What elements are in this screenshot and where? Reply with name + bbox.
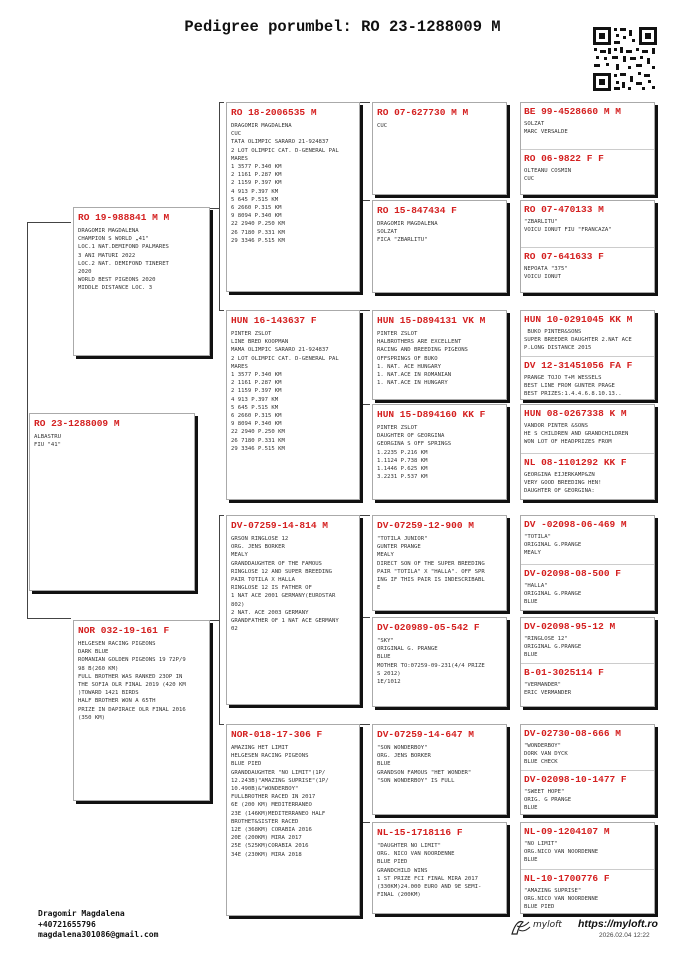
grandsire-maternal-card[interactable] (226, 515, 360, 705)
gen5-details: "WONDERBOY" DORK VAN DYCK BLUE CHECK (524, 743, 568, 766)
dam-ring: NOR 032-19-161 F (78, 625, 170, 636)
grandparent-details: AMAZING HET LIMIT HELGESEN RACING PIGEONS BLUE PIED GRANDDAUGHTER "NO LIMIT"(1P/ 12.243B)"AMAZING SUPRISE"(1P/ 10.490B)&"WONDERBOY" FULLBROTHER RACED IN 2017 6E (200 KM) MEDITERRANEO 23E (146KM)MEDITERRANEO HALF BROTHET&SISTER RACED 12E (368KM) CORABIA 2016 20E (200KM) MIRA 2017 25E (525KM)CORABIA 2016 34E (230KM) MIRA 2018 (231, 745, 329, 858)
owner-email: magdalena301086@gmail.com (38, 930, 159, 939)
subject-card[interactable] (29, 413, 195, 591)
great-grandparent-card[interactable] (372, 102, 507, 195)
gen5-pair-card[interactable] (520, 822, 655, 914)
great-grandparent-ring: DV-07259-14-647 M (377, 729, 474, 740)
gen5-details: GEORGINA EIJERKAMP&ZN VERY GOOD BREEDING HEN! DAUGHTER OF GEORGINA: (524, 472, 602, 495)
gen5-details: BUKO PINTER&SONS SUPER BREEDER DAUGHTER 2.NAT ACE P.LONG DISTANCE 2015 (524, 329, 632, 352)
gen5-details: SOLZAT MARC VERSALDE (524, 121, 568, 136)
gen5-ring: DV-02098-10-1477 F (524, 774, 627, 785)
gen5-ring: DV-02730-08-666 M (524, 728, 621, 739)
gen5-ring: RO 07-470133 M (524, 204, 604, 215)
great-grandparent-details: PINTER ZSLOT HALBROTHERS ARE EXCELLENT RACING AND BREEDING PIGEONS OFFSPRINGS OF BUKO 1. NAT. ACE HUNGARY 1. NAT.ACE IN ROMANIAN 1. NAT.ACE IN HUNGARY (377, 331, 468, 387)
gen5-ring: DV-02098-08-500 F (524, 568, 621, 579)
great-grandparent-details: CUC (377, 123, 388, 129)
gen5-details: "ZBARLITU" VOICU IONUT FIU "FRANCAZA" (524, 219, 612, 234)
gen5-details: "NO LIMIT" ORG.NICO VAN NOORDENNE BLUE (524, 841, 599, 864)
gen5-entry[interactable] (524, 311, 651, 356)
great-grandparent-card[interactable] (372, 617, 507, 707)
logo-text: myloft (533, 920, 562, 930)
gen5-entry[interactable] (524, 565, 651, 611)
owner-phone: +40721655796 (38, 919, 96, 929)
gen5-pair-card[interactable] (520, 724, 655, 815)
great-grandparent-details: DRAGOMIR MAGDALENA SOLZAT FICA "ZBARLITU" (377, 221, 438, 244)
dam-details: HELGESEN RACING PIGEONS DARK BLUE ROMANIAN GOLDEN PIGEONS 19 72P/9 98 B(260 KM) FULL BROTHER WAS RANKED 23OP IN THE SOFIA OLR FINAL 2019 (420 KM )TOWARD 1421 BIRDS HALF BROTHER WON A 65TH PRIZE IN DAPIRACE OLR FINAL 2016 (350 KM) (78, 641, 186, 721)
great-grandparent-ring: HUN 15-D894160 KK F (377, 409, 486, 420)
great-grandparent-ring: RO 15-847434 F (377, 205, 457, 216)
great-grandparent-details: "SON WONDERBOY" ORG. JENS BORKER BLUE GRANDSON FAMOUS "HET WONDER" "SON WONDERBOY" IS FULL (377, 745, 472, 784)
gen5-details: "VERMANDER" ERIC VERMANDER (524, 682, 572, 697)
gen5-entry[interactable] (524, 248, 651, 293)
gen5-entry[interactable] (524, 516, 651, 564)
grandparent-ring: DV-07259-14-814 M (231, 520, 328, 531)
gen5-pair-card[interactable] (520, 617, 655, 707)
great-grandparent-ring: RO 07-627730 M M (377, 107, 469, 118)
great-grandparent-card[interactable] (372, 200, 507, 293)
great-grandparent-card[interactable] (372, 515, 507, 611)
gen5-pair-card[interactable] (520, 404, 655, 500)
gen5-entry[interactable] (524, 771, 651, 815)
page-title: Pedigree porumbel: RO 23-1288009 M (184, 18, 501, 36)
gen5-pair-card[interactable] (520, 310, 655, 400)
great-grandparent-card[interactable] (372, 724, 507, 815)
owner-name: Dragomir Magdalena (38, 909, 125, 918)
gen5-details: VANDOR PINTER &SONS HE S CHILDREN AND GRANDCHILDREN WON LOT OF HEADPRIZES FROM (524, 423, 629, 446)
grandparent-details: DRAGOMIR MAGDALENA CUC TATA OLIMPIC SARARO 21-924837 2 LOT OLIMPIC CAT. D-GENERAL PAL MARES 1 3577 P.340 KM 2 1161 P.287 KM 2 1159 P.397 KM 4 913 P.397 KM 5 645 P.515 KM 6 2660 P.315 KM 9 8094 P.340 KM 22 2940 P.250 KM 26 7180 P.331 KM 29 3346 P.515 KM (231, 123, 339, 244)
great-grandparent-card[interactable] (372, 310, 507, 400)
great-grandparent-card[interactable] (372, 404, 507, 500)
grandparent-details: GRSON RINGLOSE 12 ORG. JENS BORKER MEALY GRANDDAUGHTER OF THE FAMOUS RINGLOSE 12 AND SUPER BREEDING PAIR TOTILA X HALLA RINGLOSE 12 IS FATHER OF 1 NAT ACE 2001 GERMANY(EUROSTAR 802) 2 NAT. ACE 2003 GERMANY GRANDFATHER OF 1 NAT ACE GERMANY 02 (231, 536, 339, 633)
gen5-entry[interactable] (524, 823, 651, 869)
gen5-entry[interactable] (524, 357, 651, 400)
gen5-ring: NL-09-1204107 M (524, 826, 610, 837)
gen5-ring: RO 06-9822 F F (524, 153, 604, 164)
gen5-details: "AMAZING SUPRISE" ORG.NICO VAN NOORDENNE BLUE PIED (524, 888, 599, 911)
gen5-entry[interactable] (524, 103, 651, 149)
website-link[interactable]: https://myloft.ro (578, 918, 658, 930)
grandsire-paternal-card[interactable] (226, 102, 360, 292)
great-grandparent-details: "DAUGHTER NO LIMIT" ORG. NICO VAN NOORDENNE BLUE PIED GRANDCHILD WINS 1 ST PRIZE FCI FINAL MIRA 2017 (330KM)24.000 EURO AND 9E SEMI- FINAL (200KM) (377, 843, 482, 899)
gen5-entry[interactable] (524, 870, 651, 914)
gen5-pair-card[interactable] (520, 515, 655, 611)
gen5-entry[interactable] (524, 454, 651, 500)
gen5-entry[interactable] (524, 618, 651, 663)
great-grandparent-ring: NL-15-1718116 F (377, 827, 463, 838)
gen5-ring: BE 99-4528660 M M (524, 106, 621, 117)
owner-contact (38, 909, 158, 941)
great-grandparent-details: "TOTILA JUNIOR" GUNTER PRANGE MEALY DIRECT SON OF THE SUPER BREEDING PAIR "TOTILA" X "HALLA". OFF SPR ING IF THIS PAIR IS INDESCRIBABL E (377, 536, 485, 592)
great-grandparent-card[interactable] (372, 822, 507, 914)
gen5-details: PRANGE TOJO T+M WESSELS BEST LINE FROM GUNTER PRAGE BEST PRIZES:1.4.4.6.8.10.13.. (524, 375, 622, 398)
grandparent-details: PINTER ZSLOT LINE BRED KOOPMAN MAMA OLIMPIC SARARO 21-924837 2 LOT OLIMPIC CAT. D-GENERAL PAL MARES 1 3577 P.340 KM 2 1161 P.287 KM 2 1159 P.397 KM 4 913 P.397 KM 5 645 P.515 KM 6 2660 P.315 KM 9 8094 P.340 KM 22 2940 P.250 KM 26 7180 P.331 KM 29 3346 P.515 KM (231, 331, 339, 452)
gen5-entry[interactable] (524, 150, 651, 195)
dam-card[interactable] (73, 620, 210, 801)
gen5-ring: RO 07-641633 F (524, 251, 604, 262)
sire-card[interactable] (73, 207, 210, 356)
grandparent-ring: HUN 16-143637 F (231, 315, 317, 326)
great-grandparent-ring: DV-07259-12-900 M (377, 520, 474, 531)
gen5-details: NEPOATA "375" VOICU IONUT (524, 266, 568, 281)
gen5-ring: NL 08-1101292 KK F (524, 457, 627, 468)
granddam-paternal-card[interactable] (226, 310, 360, 500)
gen5-details: "SWEET HOPE" ORIG. G PRANGE BLUE (524, 789, 572, 812)
gen5-entry[interactable] (524, 664, 651, 707)
gen5-pair-card[interactable] (520, 200, 655, 293)
great-grandparent-ring: HUN 15-D894131 VK M (377, 315, 486, 326)
gen5-ring: DV-02098-95-12 M (524, 621, 616, 632)
gen5-details: "RINGLOSE 12" ORIGINAL G.PRANGE BLUE (524, 636, 582, 659)
great-grandparent-details: PINTER ZSLOT DAUGHTER OF GEORGINA GEORGINA S OFF SPRINGS 1.2235 P.216 KM 1.1124 P.738 KM 1.1446 P.625 KM 3.2231 P.537 KM (377, 425, 452, 481)
gen5-details: "HALLA" ORIGINAL G.PRANGE BLUE (524, 583, 582, 606)
gen5-ring: DV 12-31451056 FA F (524, 360, 633, 371)
great-grandparent-ring: DV-020989-05-542 F (377, 622, 480, 633)
gen5-entry[interactable] (524, 201, 651, 247)
granddam-maternal-card[interactable] (226, 724, 360, 916)
gen5-ring: NL-10-1700776 F (524, 873, 610, 884)
gen5-ring: HUN 10-0291045 KK M (524, 314, 633, 325)
gen5-ring: DV -02098-06-469 M (524, 519, 627, 530)
subject-ring: RO 23-1288009 M (34, 418, 120, 429)
gen5-pair-card[interactable] (520, 102, 655, 195)
subject-details: ALBASTRU FIU "41" (34, 434, 61, 449)
great-grandparent-details: "SKY" ORIGINAL G. PRANGE BLUE MOTHER TO:07259-09-231(4/4 PRIZE S 2012) 1E/1012 (377, 638, 485, 686)
grandparent-ring: NOR-018-17-306 F (231, 729, 323, 740)
gen5-entry[interactable] (524, 725, 651, 770)
print-date: 2026.02.04 12:22 (599, 932, 650, 939)
sire-ring: RO 19-988841 M M (78, 212, 170, 223)
gen5-details: OLTEANU COSMIN CUC (524, 168, 572, 183)
qr-code-icon (592, 26, 658, 92)
gen5-ring: HUN 08-0267338 K M (524, 408, 627, 419)
grandparent-ring: RO 18-2006535 M (231, 107, 317, 118)
gen5-entry[interactable] (524, 405, 651, 453)
gen5-ring: B-01-3025114 F (524, 667, 604, 678)
gen5-details: "TOTILA" ORIGINAL G.PRANGE MEALY (524, 534, 582, 557)
sire-details: DRAGOMIR MAGDALENA CHAMPION S WORLD „41" LOC.1 NAT.DEMIFOND PALMARES 3 ANI MATURI 2022 LOC.2 NAT. DEMIFOND TINERET 2020 WORLD BEST PIGEONS 2020 MIDDLE DISTANCE LOC. 3 (78, 228, 169, 292)
